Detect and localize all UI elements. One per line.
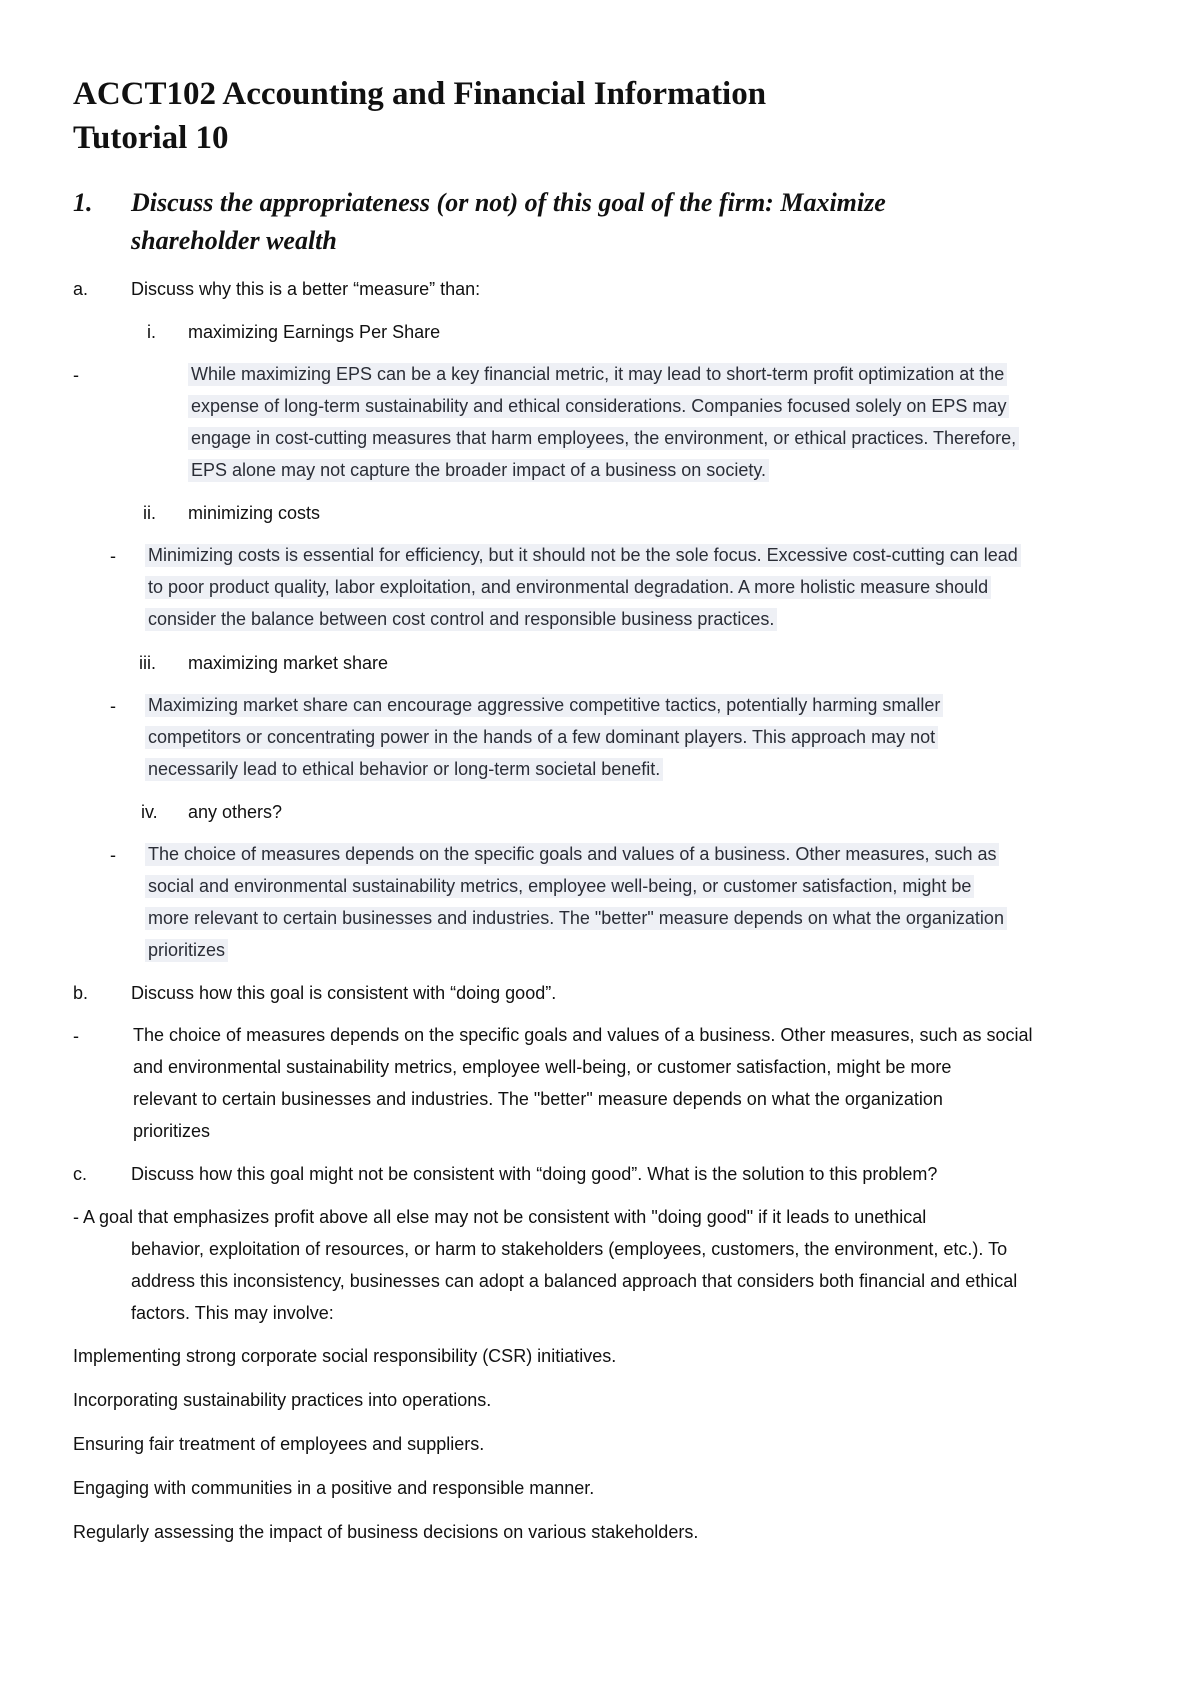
answer-line: more relevant to certain businesses and industries. The "better" measure depends on what the organization (145, 907, 1007, 930)
item-ii-bullet: - (110, 546, 116, 566)
part-b-text: Discuss how this goal is consistent with “doing good”. (131, 983, 557, 1003)
answer-line: necessarily lead to ethical behavior or long-term societal benefit. (145, 758, 663, 781)
answer-line: consider the balance between cost control and responsible business practices. (145, 608, 777, 631)
answer-line: to poor product quality, labor exploitation, and environmental degradation. A more holistic measure should (145, 576, 991, 599)
part-a-text: Discuss why this is a better “measure” than: (131, 279, 481, 299)
answer-line: engage in cost-cutting measures that harm employees, the environment, or ethical practices. Therefore, (188, 427, 1019, 450)
part-c-marker: c. (73, 1164, 88, 1184)
part-c-text: Discuss how this goal might not be consistent with “doing good”. What is the solution to this problem? (131, 1164, 938, 1184)
answer-line: social and environmental sustainability metrics, employee well-being, or customer satisfaction, might be (145, 875, 974, 898)
part-c-answer-line-1: - A goal that emphasizes profit above all else may not be consistent with "doing good" if it leads to unethical (73, 1207, 927, 1227)
answer-line: EPS alone may not capture the broader impact of a business on society. (188, 459, 769, 482)
answer-line: The choice of measures depends on the specific goals and values of a business. Other measures, such as (145, 843, 999, 866)
item-iii-marker: iii. (139, 653, 156, 673)
answer-line: competitors or concentrating power in the hands of a few dominant players. This approach may not (145, 726, 938, 749)
item-ii-marker: ii. (143, 503, 156, 523)
item-i-marker: i. (147, 322, 156, 342)
answer-line: While maximizing EPS can be a key financial metric, it may lead to short-term profit optimization at the (188, 363, 1007, 386)
item-iv-bullet: - (110, 845, 116, 865)
item-iii-bullet: - (110, 696, 116, 716)
part-c-answer-line-2: behavior, exploitation of resources, or harm to stakeholders (employees, customers, the environment, etc.). To (131, 1239, 1008, 1259)
solution-list-item: Ensuring fair treatment of employees and suppliers. (73, 1434, 485, 1454)
solution-list-item: Regularly assessing the impact of business decisions on various stakeholders. (73, 1522, 699, 1542)
part-a-marker: a. (73, 279, 89, 299)
item-iv-answer (145, 843, 1007, 961)
item-ii-answer (145, 544, 1021, 630)
item-iii-answer (145, 694, 943, 780)
answer-line: and environmental sustainability metrics, employee well-being, or customer satisfaction, might be more (133, 1057, 952, 1077)
answer-line: Minimizing costs is essential for efficiency, but it should not be the sole focus. Excessive cost-cutting can lead (145, 544, 1021, 567)
part-c-answer-line-3: address this inconsistency, businesses can adopt a balanced approach that considers both financial and ethical (131, 1271, 1018, 1291)
course-title: ACCT102 Accounting and Financial Information (73, 76, 767, 112)
answer-line: expense of long-term sustainability and ethical considerations. Companies focused solely on EPS may (188, 395, 1009, 418)
item-i-answer (188, 363, 1019, 481)
solution-list-item: Engaging with communities in a positive and responsible manner. (73, 1478, 595, 1498)
answer-line: prioritizes (145, 939, 228, 962)
answer-line: relevant to certain businesses and industries. The "better" measure depends on what the organization (133, 1089, 943, 1109)
question-number: 1. (73, 188, 93, 217)
item-i-label: maximizing Earnings Per Share (188, 322, 441, 342)
tutorial-title: Tutorial 10 (73, 120, 229, 156)
answer-line: The choice of measures depends on the specific goals and values of a business. Other measures, such as social (133, 1025, 1033, 1045)
answer-line: Maximizing market share can encourage aggressive competitive tactics, potentially harming smaller (145, 694, 943, 717)
item-iii-label: maximizing market share (188, 653, 389, 673)
answer-line: prioritizes (133, 1121, 211, 1141)
part-b-answer (130, 1024, 1036, 1142)
item-iv-label: any others? (188, 802, 283, 822)
part-b-bullet: - (73, 1026, 79, 1046)
item-i-bullet: - (73, 365, 79, 385)
part-b-marker: b. (73, 983, 89, 1003)
question-text-line-2: shareholder wealth (131, 226, 337, 255)
item-ii-label: minimizing costs (188, 503, 321, 523)
question-text-line-1: Discuss the appropriateness (or not) of this goal of the firm: Maximize (131, 188, 886, 217)
solution-list-item: Implementing strong corporate social responsibility (CSR) initiatives. (73, 1346, 617, 1366)
item-iv-marker: iv. (141, 802, 158, 822)
part-c-answer-line-4: factors. This may involve: (131, 1303, 334, 1323)
solution-list-item: Incorporating sustainability practices into operations. (73, 1390, 492, 1410)
